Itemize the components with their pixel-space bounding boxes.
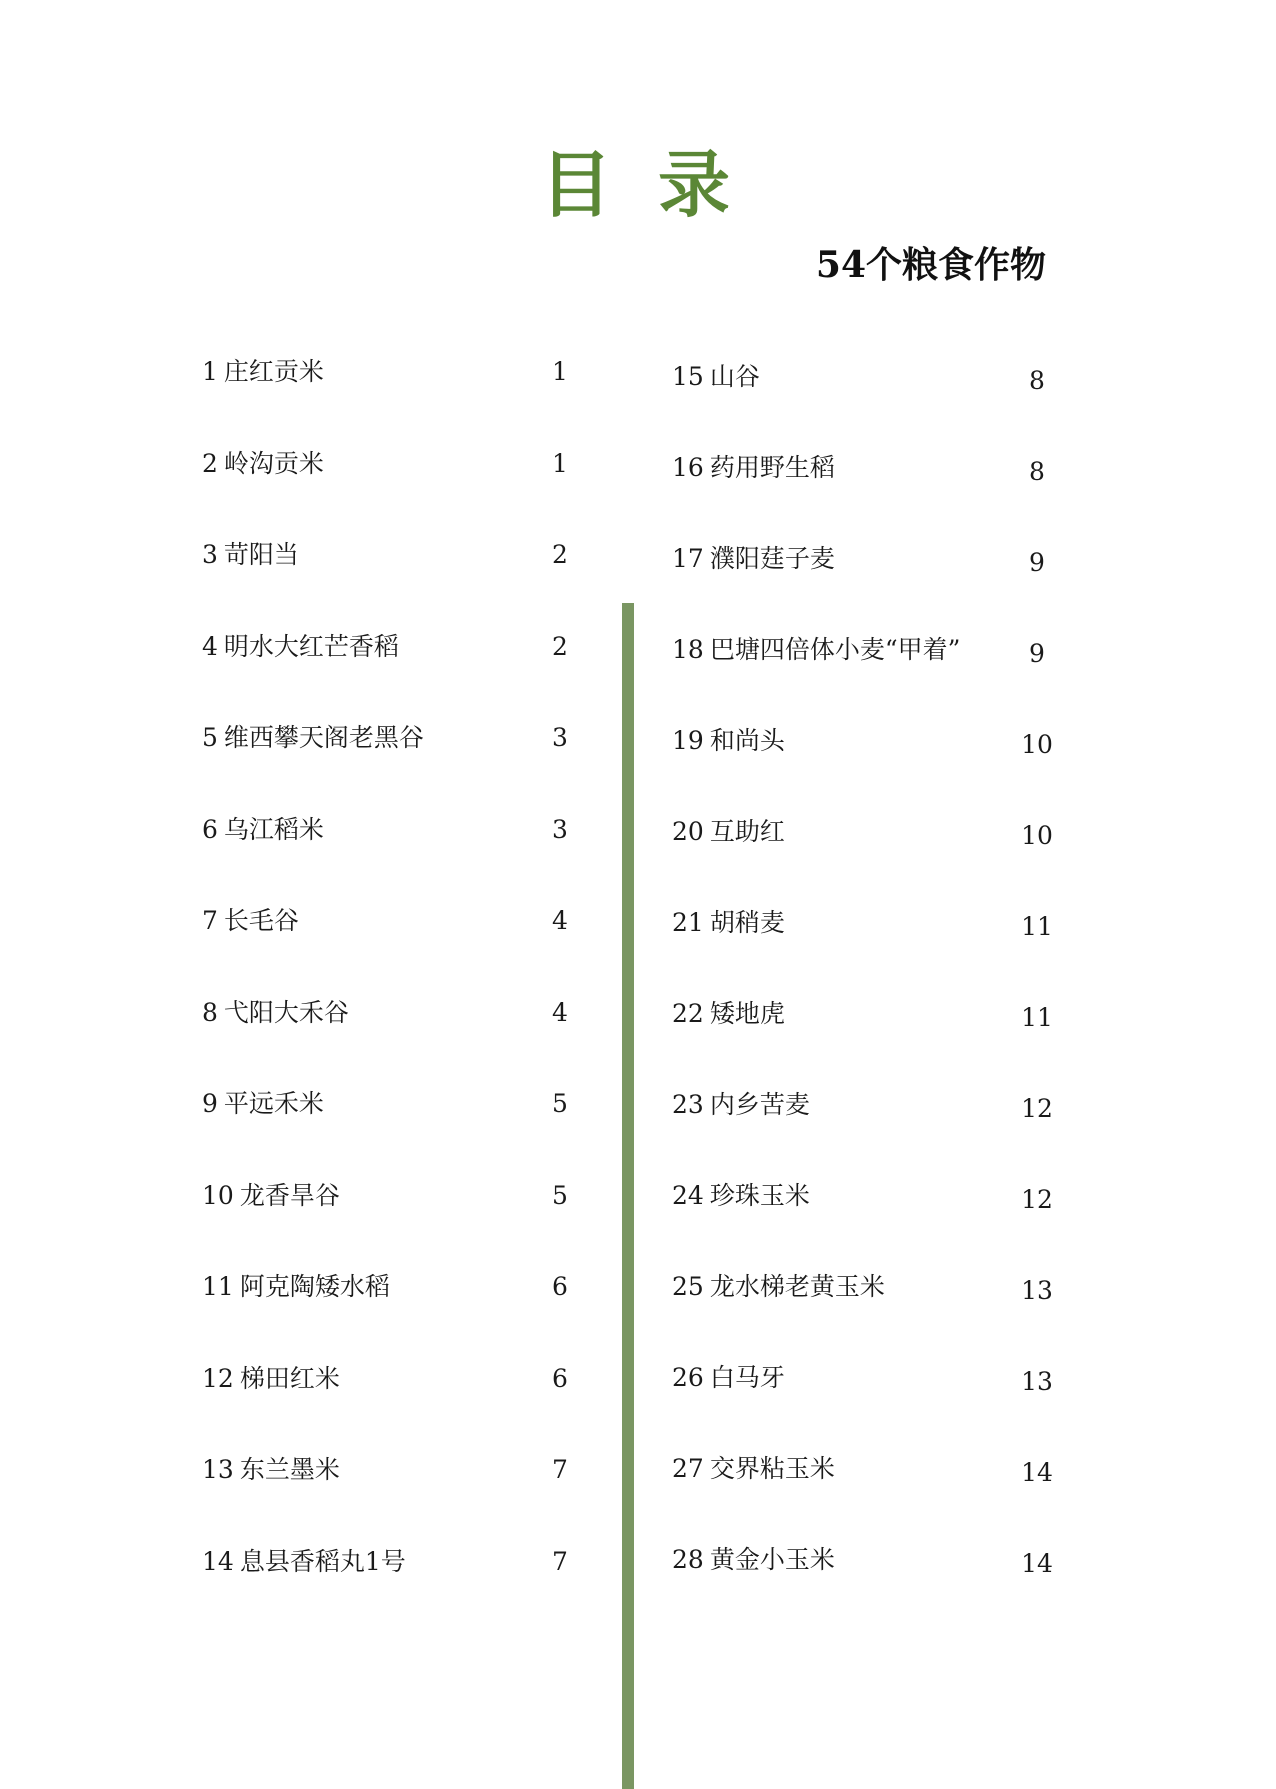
toc-entry[interactable] bbox=[202, 444, 568, 536]
toc-entry-page-number: 5 bbox=[552, 1180, 568, 1210]
toc-entry-title: 龙香旱谷 bbox=[239, 1180, 340, 1210]
toc-entry[interactable] bbox=[672, 448, 1052, 539]
toc-entry[interactable] bbox=[202, 1084, 568, 1176]
toc-entry-label bbox=[202, 444, 324, 484]
toc-entry-title: 珍珠玉米 bbox=[709, 1181, 810, 1210]
toc-entry-title: 明水大红芒香稻 bbox=[223, 631, 399, 661]
toc-entry-label bbox=[202, 810, 324, 850]
toc-entry-title: 巴塘四倍体小麦“甲着” bbox=[709, 635, 961, 664]
toc-entry[interactable] bbox=[202, 1176, 568, 1268]
toc-entry-label bbox=[672, 812, 785, 852]
toc-entry-page-number: 6 bbox=[552, 1272, 568, 1301]
toc-entry-number: 9 bbox=[202, 1089, 218, 1118]
toc-entry-page-number: 8 bbox=[1029, 457, 1045, 486]
toc-entry[interactable] bbox=[202, 627, 568, 719]
toc-entry-label bbox=[202, 1450, 340, 1490]
toc-entry-label bbox=[672, 1449, 835, 1489]
toc-entry[interactable] bbox=[202, 718, 568, 810]
toc-entry[interactable] bbox=[202, 1267, 568, 1359]
toc-entry[interactable] bbox=[202, 993, 568, 1085]
toc-entry[interactable] bbox=[202, 535, 568, 627]
toc-entry-title: 濮阳莛子麦 bbox=[709, 544, 835, 573]
toc-entry-number: 1 bbox=[202, 357, 218, 386]
toc-entry-label bbox=[672, 448, 835, 488]
toc-entry-number: 8 bbox=[202, 997, 218, 1027]
toc-entry-title: 互助红 bbox=[709, 817, 785, 846]
toc-entry-title: 平远禾米 bbox=[223, 1089, 324, 1118]
toc-entry-number: 24 bbox=[672, 1181, 704, 1210]
toc-entry[interactable] bbox=[672, 1540, 1052, 1631]
toc-entry-number: 21 bbox=[672, 908, 704, 937]
toc-entry-page-number: 14 bbox=[1021, 1458, 1053, 1487]
toc-entry-number: 22 bbox=[672, 999, 704, 1028]
toc-entry[interactable] bbox=[672, 1176, 1052, 1267]
toc-entry-page-number: 10 bbox=[1021, 730, 1053, 759]
toc-entry-number: 12 bbox=[202, 1363, 234, 1393]
toc-entry-page-number: 4 bbox=[552, 997, 568, 1027]
toc-entry-page-number: 9 bbox=[1029, 548, 1045, 577]
toc-entry-title: 息县香稻丸1号 bbox=[239, 1546, 406, 1576]
toc-entry[interactable] bbox=[672, 630, 1052, 721]
toc-entry-title: 岭沟贡米 bbox=[223, 448, 324, 478]
toc-entry-number: 14 bbox=[202, 1546, 234, 1576]
toc-entry-page-number: 7 bbox=[552, 1546, 568, 1576]
toc-entry-number: 20 bbox=[672, 817, 704, 846]
toc-entry-title: 东兰墨米 bbox=[239, 1455, 340, 1484]
toc-entry-page-number: 12 bbox=[1021, 1185, 1053, 1214]
toc-entry-number: 7 bbox=[202, 906, 218, 935]
toc-left-column bbox=[202, 352, 568, 1633]
toc-entry-number: 4 bbox=[202, 631, 218, 661]
toc-entry-number: 26 bbox=[672, 1363, 704, 1392]
toc-entry-label bbox=[202, 901, 299, 941]
toc-entry-label bbox=[202, 1267, 390, 1307]
toc-entry-number: 6 bbox=[202, 814, 218, 844]
toc-entry-title: 山谷 bbox=[709, 362, 760, 391]
toc-entry-page-number: 1 bbox=[552, 357, 568, 386]
toc-entry-page-number: 13 bbox=[1021, 1276, 1053, 1305]
toc-entry-page-number: 3 bbox=[552, 723, 568, 752]
toc-entry[interactable] bbox=[202, 1542, 568, 1634]
toc-entry-label bbox=[202, 1542, 406, 1582]
toc-entry-label bbox=[202, 718, 424, 758]
toc-entry-page-number: 2 bbox=[552, 540, 568, 569]
toc-entry-number: 28 bbox=[672, 1545, 704, 1574]
toc-entry-label bbox=[672, 1085, 810, 1125]
toc-entry-page-number: 14 bbox=[1021, 1549, 1053, 1578]
page-title bbox=[0, 140, 1276, 230]
toc-entry-number: 16 bbox=[672, 453, 704, 482]
toc-entry[interactable] bbox=[672, 721, 1052, 812]
toc-entry-page-number: 2 bbox=[552, 631, 568, 661]
toc-entry-title: 和尚头 bbox=[709, 726, 785, 755]
toc-entry[interactable] bbox=[202, 810, 568, 902]
toc-entry-label bbox=[672, 539, 835, 579]
toc-entry[interactable] bbox=[672, 1267, 1052, 1358]
toc-entry-label bbox=[202, 627, 399, 667]
toc-entry-number: 19 bbox=[672, 726, 704, 755]
toc-entry-title: 苛阳当 bbox=[223, 540, 299, 569]
toc-entry-title: 梯田红米 bbox=[239, 1363, 340, 1393]
title-char-1: 目 bbox=[539, 142, 618, 227]
toc-entry-page-number: 12 bbox=[1021, 1094, 1053, 1123]
toc-entry-label bbox=[202, 1084, 324, 1124]
toc-entry-title: 黄金小玉米 bbox=[709, 1545, 835, 1574]
toc-entry-number: 25 bbox=[672, 1272, 704, 1301]
toc-entry-number: 15 bbox=[672, 362, 704, 391]
column-divider bbox=[622, 603, 634, 1789]
toc-entry-label bbox=[672, 721, 785, 761]
toc-entry-page-number: 1 bbox=[552, 448, 568, 478]
toc-right-column bbox=[672, 357, 1052, 1631]
toc-entry-label bbox=[202, 352, 324, 392]
toc-entry-title: 药用野生稻 bbox=[709, 453, 835, 482]
toc-entry-label bbox=[672, 994, 785, 1034]
toc-entry-number: 3 bbox=[202, 540, 218, 569]
toc-entry-title: 长毛谷 bbox=[223, 906, 299, 935]
toc-entry-label bbox=[202, 535, 299, 575]
toc-entry[interactable] bbox=[672, 1358, 1052, 1449]
toc-entry-number: 13 bbox=[202, 1455, 234, 1484]
toc-entry-title: 胡稍麦 bbox=[709, 908, 785, 937]
toc-entry-number: 23 bbox=[672, 1090, 704, 1119]
toc-entry-page-number: 10 bbox=[1021, 821, 1053, 850]
toc-entry-number: 2 bbox=[202, 448, 218, 478]
toc-entry[interactable] bbox=[672, 1085, 1052, 1176]
toc-entry[interactable] bbox=[672, 357, 1052, 448]
toc-entry-number: 11 bbox=[202, 1272, 234, 1301]
toc-entry-label bbox=[672, 1358, 785, 1398]
toc-entry-page-number: 9 bbox=[1029, 639, 1045, 668]
toc-entry[interactable] bbox=[202, 1359, 568, 1451]
toc-entry-title: 内乡苦麦 bbox=[709, 1090, 810, 1119]
toc-entry[interactable] bbox=[672, 903, 1052, 994]
toc-entry-page-number: 4 bbox=[552, 906, 568, 935]
toc-entry-label bbox=[672, 1540, 835, 1580]
toc-entry-title: 矮地虎 bbox=[709, 999, 785, 1028]
toc-entry-label bbox=[672, 357, 760, 397]
toc-entry[interactable] bbox=[672, 994, 1052, 1085]
toc-entry-title: 龙水梯老黄玉米 bbox=[709, 1272, 885, 1301]
toc-entry-number: 10 bbox=[202, 1180, 234, 1210]
toc-entry[interactable] bbox=[672, 539, 1052, 630]
toc-entry[interactable] bbox=[202, 901, 568, 993]
toc-entry[interactable] bbox=[672, 812, 1052, 903]
toc-entry-number: 18 bbox=[672, 635, 704, 664]
toc-entry-page-number: 5 bbox=[552, 1089, 568, 1118]
title-char-2: 录 bbox=[658, 142, 737, 227]
toc-entry-label bbox=[202, 1176, 340, 1216]
toc-entry-label bbox=[672, 630, 960, 670]
toc-entry[interactable] bbox=[202, 1450, 568, 1542]
toc-entry-label bbox=[672, 1176, 810, 1216]
toc-entry-number: 17 bbox=[672, 544, 704, 573]
toc-entry-label bbox=[672, 1267, 885, 1307]
toc-entry-title: 阿克陶矮水稻 bbox=[239, 1272, 390, 1301]
toc-entry-number: 27 bbox=[672, 1454, 704, 1483]
toc-entry-label bbox=[672, 903, 785, 943]
toc-entry-title: 交界粘玉米 bbox=[709, 1454, 835, 1483]
toc-entry-page-number: 11 bbox=[1021, 912, 1053, 941]
toc-entry-number: 5 bbox=[202, 723, 218, 752]
toc-entry-page-number: 13 bbox=[1021, 1367, 1053, 1396]
toc-entry-page-number: 11 bbox=[1021, 1003, 1053, 1032]
toc-entry-title: 乌江稻米 bbox=[223, 814, 324, 844]
toc-entry-page-number: 7 bbox=[552, 1455, 568, 1484]
toc-entry-label bbox=[202, 1359, 340, 1399]
toc-entry-page-number: 6 bbox=[552, 1363, 568, 1393]
toc-entry-title: 弋阳大禾谷 bbox=[223, 997, 349, 1027]
toc-entry-title: 维西攀天阁老黑谷 bbox=[223, 723, 424, 752]
toc-entry[interactable] bbox=[672, 1449, 1052, 1540]
toc-entry-label bbox=[202, 993, 349, 1033]
toc-entry-title: 白马牙 bbox=[709, 1363, 785, 1392]
toc-entry-page-number: 3 bbox=[552, 814, 568, 844]
toc-entry-page-number: 8 bbox=[1029, 366, 1045, 395]
section-subtitle: 54个粮食作物 bbox=[815, 244, 1046, 286]
toc-entry[interactable] bbox=[202, 352, 568, 444]
toc-entry-title: 庄红贡米 bbox=[223, 357, 324, 386]
